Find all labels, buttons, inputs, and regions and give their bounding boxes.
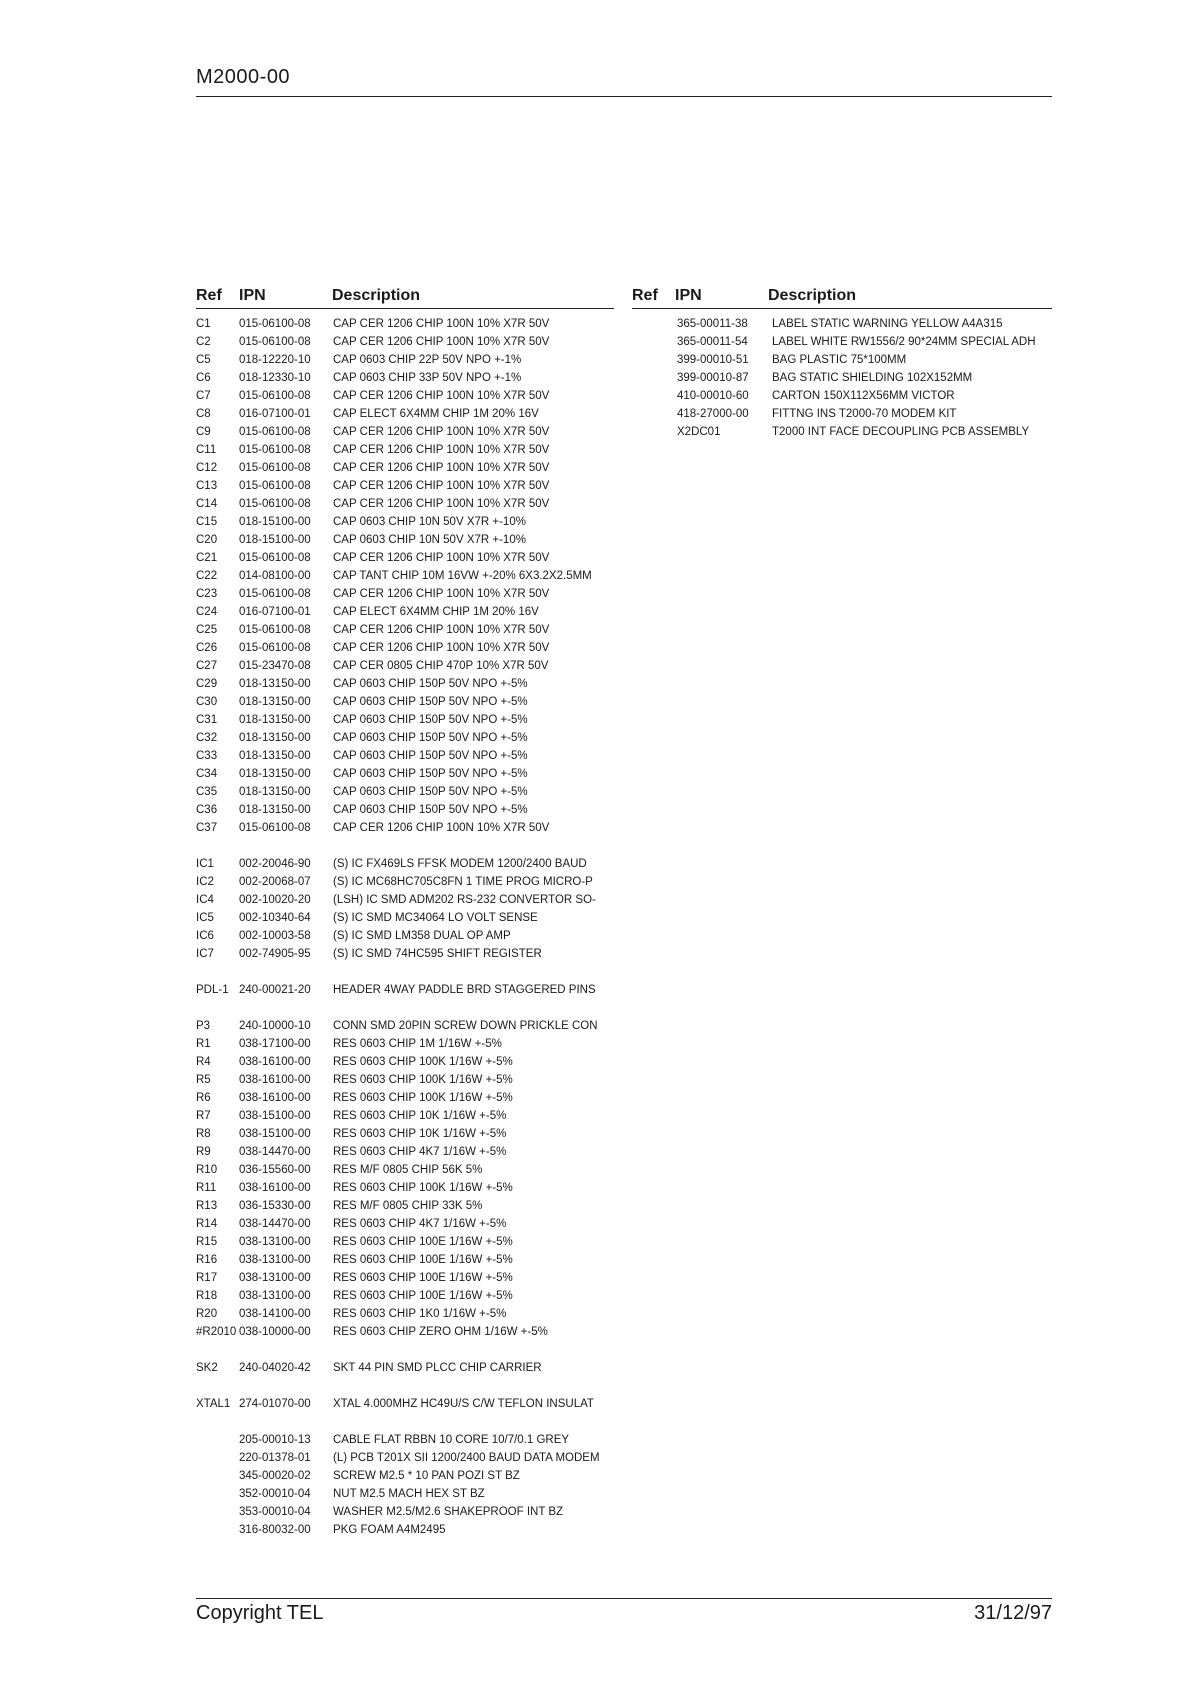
table-row (196, 387, 636, 405)
description-heading: Description (768, 287, 857, 304)
ref-cell: C20 (196, 534, 218, 546)
description-cell: CAP 0603 CHIP 150P 50V NPO +-5% (333, 804, 528, 816)
description-cell: LABEL STATIC WARNING YELLOW A4A315 (772, 318, 1003, 330)
description-cell: RES 0603 CHIP 100K 1/16W +-5% (333, 1074, 513, 1086)
ref-cell: C15 (196, 516, 218, 528)
ref-cell: C26 (196, 642, 218, 654)
description-cell: RES 0603 CHIP 1K0 1/16W +-5% (333, 1308, 507, 1320)
ipn-cell: 002-20068-07 (239, 876, 311, 888)
description-cell: BAG PLASTIC 75*100MM (772, 354, 907, 366)
table-row (196, 729, 636, 747)
ipn-heading: IPN (239, 287, 266, 304)
description-cell: PKG FOAM A4M2495 (333, 1524, 446, 1536)
ipn-cell: 352-00010-04 (239, 1488, 311, 1500)
description-cell: CAP 0603 CHIP 150P 50V NPO +-5% (333, 786, 528, 798)
ref-cell: R15 (196, 1236, 218, 1248)
table-row (196, 927, 636, 945)
description-cell: CAP 0603 CHIP 22P 50V NPO +-1% (333, 354, 522, 366)
ref-cell: C31 (196, 714, 218, 726)
table-row (632, 387, 1072, 405)
ipn-cell: 002-10020-20 (239, 894, 311, 906)
table-row (196, 837, 636, 855)
description-cell: CABLE FLAT RBBN 10 CORE 10/7/0.1 GREY (333, 1434, 570, 1446)
ref-cell: R17 (196, 1272, 218, 1284)
ref-cell: R10 (196, 1164, 218, 1176)
ref-cell: R6 (196, 1092, 211, 1104)
description-cell: CAP CER 1206 CHIP 100N 10% X7R 50V (333, 588, 550, 600)
description-cell: RES 0603 CHIP 100E 1/16W +-5% (333, 1236, 513, 1248)
ref-cell: C11 (196, 444, 217, 456)
ipn-cell: 240-04020-42 (239, 1362, 311, 1374)
ref-cell: R11 (196, 1182, 217, 1194)
ipn-cell: 015-06100-08 (239, 642, 311, 654)
ref-heading: Ref (632, 287, 658, 304)
table-row (196, 477, 636, 495)
ref-cell: C2 (196, 336, 211, 348)
ipn-cell: 038-13100-00 (239, 1236, 311, 1248)
ref-cell: C22 (196, 570, 218, 582)
ref-cell: IC1 (196, 858, 214, 870)
ipn-cell: 205-00010-13 (239, 1434, 311, 1446)
description-cell: CAP CER 1206 CHIP 100N 10% X7R 50V (333, 444, 550, 456)
ipn-cell: 038-13100-00 (239, 1272, 311, 1284)
ref-cell: C27 (196, 660, 218, 672)
description-cell: CAP 0603 CHIP 10N 50V X7R +-10% (333, 516, 526, 528)
ref-cell: R7 (196, 1110, 211, 1122)
description-cell: LABEL WHITE RW1556/2 90*24MM SPECIAL ADH (772, 336, 1036, 348)
ipn-cell: 015-06100-08 (239, 822, 311, 834)
description-heading: Description (332, 287, 421, 304)
ref-cell: C13 (196, 480, 218, 492)
description-cell: CAP ELECT 6X4MM CHIP 1M 20% 16V (333, 408, 539, 420)
description-cell: RES M/F 0805 CHIP 56K 5% (333, 1164, 483, 1176)
description-cell: RES M/F 0805 CHIP 33K 5% (333, 1200, 483, 1212)
description-cell: CAP 0603 CHIP 150P 50V NPO +-5% (333, 678, 528, 690)
ref-cell: IC5 (196, 912, 214, 924)
ref-cell: C29 (196, 678, 218, 690)
description-cell: RES 0603 CHIP 10K 1/16W +-5% (333, 1110, 507, 1122)
description-cell: CAP TANT CHIP 10M 16VW +-20% 6X3.2X2.5MM (333, 570, 592, 582)
ipn-cell: 038-14100-00 (239, 1308, 311, 1320)
ipn-cell: 399-00010-51 (677, 354, 749, 366)
ipn-cell: 018-13150-00 (239, 804, 311, 816)
table-row (196, 1035, 636, 1053)
description-cell: CAP CER 1206 CHIP 100N 10% X7R 50V (333, 318, 550, 330)
ipn-cell: 038-14470-00 (239, 1146, 311, 1158)
description-cell: CAP CER 1206 CHIP 100N 10% X7R 50V (333, 552, 550, 564)
page-title: M2000-00 (196, 66, 291, 88)
description-cell: (S) IC MC68HC705C8FN 1 TIME PROG MICRO-P (333, 876, 593, 888)
ipn-cell: 399-00010-87 (677, 372, 749, 384)
description-cell: RES 0603 CHIP 1M 1/16W +-5% (333, 1038, 502, 1050)
table-row (196, 1521, 636, 1539)
ref-cell: C34 (196, 768, 218, 780)
ipn-cell: 018-13150-00 (239, 696, 311, 708)
table-row (196, 801, 636, 819)
table-row (196, 891, 636, 909)
ref-cell: IC7 (196, 948, 214, 960)
ref-cell: C6 (196, 372, 211, 384)
table-row (196, 603, 636, 621)
left-column-header (196, 286, 614, 309)
table-row (632, 315, 1072, 333)
table-row (196, 747, 636, 765)
ref-cell: C8 (196, 408, 211, 420)
description-cell: CONN SMD 20PIN SCREW DOWN PRICKLE CON (333, 1020, 598, 1032)
table-row (196, 1305, 636, 1323)
ipn-cell: 015-06100-08 (239, 444, 311, 456)
ref-cell: R20 (196, 1308, 218, 1320)
ref-cell: C12 (196, 462, 218, 474)
ipn-cell: 036-15560-00 (239, 1164, 311, 1176)
description-cell: RES 0603 CHIP 100K 1/16W +-5% (333, 1092, 513, 1104)
description-cell: CAP CER 0805 CHIP 470P 10% X7R 50V (333, 660, 549, 672)
ipn-cell: 015-06100-08 (239, 588, 311, 600)
table-row (196, 1053, 636, 1071)
table-row (196, 963, 636, 981)
table-row (196, 1233, 636, 1251)
ref-cell: R4 (196, 1056, 211, 1068)
ref-cell: C9 (196, 426, 211, 438)
ref-cell: P3 (196, 1020, 211, 1032)
table-row (196, 513, 636, 531)
ipn-cell: 018-15100-00 (239, 516, 311, 528)
ipn-cell: 015-06100-08 (239, 462, 311, 474)
description-cell: RES 0603 CHIP 100E 1/16W +-5% (333, 1272, 513, 1284)
table-row (196, 873, 636, 891)
table-row (196, 1107, 636, 1125)
ipn-cell: 240-10000-10 (239, 1020, 311, 1032)
table-row (196, 693, 636, 711)
table-row (196, 1197, 636, 1215)
table-row (196, 351, 636, 369)
ref-cell: C24 (196, 606, 218, 618)
table-row (632, 423, 1072, 441)
ref-cell: C25 (196, 624, 218, 636)
table-row (196, 1323, 636, 1341)
ref-cell: R8 (196, 1128, 211, 1140)
table-row (196, 369, 636, 387)
table-row (196, 1341, 636, 1359)
ref-cell: C32 (196, 732, 218, 744)
ref-cell: R18 (196, 1290, 218, 1302)
ipn-cell: 018-15100-00 (239, 534, 311, 546)
description-cell: CAP ELECT 6X4MM CHIP 1M 20% 16V (333, 606, 539, 618)
ref-cell: C35 (196, 786, 218, 798)
ref-cell: IC6 (196, 930, 214, 942)
table-row (632, 405, 1072, 423)
table-row (196, 819, 636, 837)
description-cell: CAP CER 1206 CHIP 100N 10% X7R 50V (333, 498, 550, 510)
ref-cell: C33 (196, 750, 218, 762)
table-row (196, 1215, 636, 1233)
ipn-cell: 015-06100-08 (239, 498, 311, 510)
ipn-cell: 038-14470-00 (239, 1218, 311, 1230)
description-cell: FITTNG INS T2000-70 MODEM KIT (772, 408, 957, 420)
ipn-cell: 353-00010-04 (239, 1506, 311, 1518)
ipn-cell: 038-17100-00 (239, 1038, 311, 1050)
description-cell: RES 0603 CHIP 10K 1/16W +-5% (333, 1128, 507, 1140)
table-row (196, 1467, 636, 1485)
ipn-cell: 015-06100-08 (239, 624, 311, 636)
description-cell: SKT 44 PIN SMD PLCC CHIP CARRIER (333, 1362, 542, 1374)
ipn-cell: 274-01070-00 (239, 1398, 311, 1410)
description-cell: CAP CER 1206 CHIP 100N 10% X7R 50V (333, 624, 550, 636)
ipn-cell: 036-15330-00 (239, 1200, 311, 1212)
ipn-cell: 038-16100-00 (239, 1074, 311, 1086)
description-cell: RES 0603 CHIP 100E 1/16W +-5% (333, 1290, 513, 1302)
description-cell: CARTON 150X112X56MM VICTOR (772, 390, 955, 402)
table-row (196, 405, 636, 423)
table-row (196, 531, 636, 549)
description-cell: (LSH) IC SMD ADM202 RS-232 CONVERTOR SO- (333, 894, 596, 906)
ipn-cell: 038-13100-00 (239, 1254, 311, 1266)
description-cell: (L) PCB T201X SII 1200/2400 BAUD DATA MODEM (333, 1452, 600, 1464)
table-row (196, 1269, 636, 1287)
table-row (196, 1395, 636, 1413)
ipn-cell: 016-07100-01 (239, 606, 311, 618)
description-cell: CAP CER 1206 CHIP 100N 10% X7R 50V (333, 336, 550, 348)
ipn-cell: 038-16100-00 (239, 1056, 311, 1068)
description-cell: HEADER 4WAY PADDLE BRD STAGGERED PINS (333, 984, 596, 996)
description-cell: CAP CER 1206 CHIP 100N 10% X7R 50V (333, 642, 550, 654)
ipn-cell: 038-10000-00 (239, 1326, 311, 1338)
ref-cell: IC4 (196, 894, 214, 906)
description-cell: (S) IC FX469LS FFSK MODEM 1200/2400 BAUD (333, 858, 587, 870)
description-cell: T2000 INT FACE DECOUPLING PCB ASSEMBLY (772, 426, 1030, 438)
table-row (196, 1161, 636, 1179)
table-row (196, 909, 636, 927)
ipn-cell: 038-15100-00 (239, 1110, 311, 1122)
ref-cell: XTAL1 (196, 1398, 231, 1410)
ipn-cell: 002-10340-64 (239, 912, 311, 924)
table-row (196, 675, 636, 693)
description-cell: CAP 0603 CHIP 150P 50V NPO +-5% (333, 714, 528, 726)
ipn-cell: 014-08100-00 (239, 570, 311, 582)
description-cell: (S) IC SMD LM358 DUAL OP AMP (333, 930, 511, 942)
ipn-cell: 018-13150-00 (239, 768, 311, 780)
ipn-cell: 365-00011-38 (677, 318, 748, 330)
table-row (196, 567, 636, 585)
ref-cell: R5 (196, 1074, 211, 1086)
ref-cell: #R2010 (196, 1326, 237, 1338)
table-row (196, 1503, 636, 1521)
ipn-cell: 220-01378-01 (239, 1452, 311, 1464)
table-row (632, 369, 1072, 387)
ipn-cell: 015-06100-08 (239, 390, 311, 402)
description-cell: CAP 0603 CHIP 150P 50V NPO +-5% (333, 696, 528, 708)
description-cell: SCREW M2.5 * 10 PAN POZI ST BZ (333, 1470, 520, 1482)
ipn-cell: 015-06100-08 (239, 426, 311, 438)
table-row (196, 441, 636, 459)
ref-cell: C1 (196, 318, 211, 330)
ipn-cell: 345-00020-02 (239, 1470, 311, 1482)
table-row (632, 351, 1072, 369)
ref-cell: R14 (196, 1218, 218, 1230)
table-row (196, 1287, 636, 1305)
description-cell: RES 0603 CHIP 4K7 1/16W +-5% (333, 1218, 507, 1230)
table-row (196, 1485, 636, 1503)
description-cell: CAP 0603 CHIP 10N 50V X7R +-10% (333, 534, 526, 546)
description-cell: RES 0603 CHIP 100K 1/16W +-5% (333, 1056, 513, 1068)
ipn-cell: 018-13150-00 (239, 786, 311, 798)
table-row (196, 621, 636, 639)
table-row (196, 657, 636, 675)
ref-cell: C37 (196, 822, 218, 834)
description-cell: CAP CER 1206 CHIP 100N 10% X7R 50V (333, 822, 550, 834)
ipn-cell: 018-13150-00 (239, 714, 311, 726)
ipn-cell: 038-16100-00 (239, 1182, 311, 1194)
ipn-cell: 002-10003-58 (239, 930, 311, 942)
table-row (196, 1125, 636, 1143)
ipn-cell: X2DC01 (677, 426, 721, 438)
date-text: 31/12/97 (974, 1602, 1052, 1624)
description-cell: CAP 0603 CHIP 150P 50V NPO +-5% (333, 750, 528, 762)
table-row (196, 765, 636, 783)
table-row (196, 1089, 636, 1107)
table-row (196, 1071, 636, 1089)
ref-cell: PDL-1 (196, 984, 229, 996)
table-row (196, 1431, 636, 1449)
ref-heading: Ref (196, 287, 222, 304)
right-parts-list (632, 315, 1072, 441)
ipn-cell: 015-06100-08 (239, 480, 311, 492)
ref-cell: IC2 (196, 876, 214, 888)
ipn-cell: 240-00021-20 (239, 984, 311, 996)
ref-cell: C5 (196, 354, 211, 366)
description-cell: (S) IC SMD MC34064 LO VOLT SENSE (333, 912, 538, 924)
table-row (196, 1143, 636, 1161)
ipn-cell: 365-00011-54 (677, 336, 748, 348)
table-row (196, 1179, 636, 1197)
ipn-cell: 018-12220-10 (239, 354, 311, 366)
table-row (196, 1017, 636, 1035)
ipn-cell: 002-74905-95 (239, 948, 311, 960)
ipn-cell: 038-13100-00 (239, 1290, 311, 1302)
ref-cell: SK2 (196, 1362, 218, 1374)
table-row (196, 1449, 636, 1467)
ref-cell: R13 (196, 1200, 218, 1212)
table-row (196, 639, 636, 657)
description-cell: CAP 0603 CHIP 150P 50V NPO +-5% (333, 732, 528, 744)
ref-cell: C14 (196, 498, 218, 510)
description-cell: CAP 0603 CHIP 150P 50V NPO +-5% (333, 768, 528, 780)
ipn-cell: 038-16100-00 (239, 1092, 311, 1104)
ref-cell: C21 (196, 552, 218, 564)
description-cell: WASHER M2.5/M2.6 SHAKEPROOF INT BZ (333, 1506, 564, 1518)
ref-cell: R9 (196, 1146, 211, 1158)
ipn-cell: 418-27000-00 (677, 408, 749, 420)
description-cell: RES 0603 CHIP 100K 1/16W +-5% (333, 1182, 513, 1194)
table-row (196, 495, 636, 513)
table-row (632, 333, 1072, 351)
header-rule (196, 96, 1052, 97)
right-column-header (632, 286, 1052, 309)
description-cell: RES 0603 CHIP ZERO OHM 1/16W +-5% (333, 1326, 548, 1338)
description-cell: CAP CER 1206 CHIP 100N 10% X7R 50V (333, 480, 550, 492)
ipn-cell: 015-23470-08 (239, 660, 311, 672)
ipn-cell: 015-06100-08 (239, 336, 311, 348)
ipn-cell: 018-13150-00 (239, 750, 311, 762)
table-row (196, 549, 636, 567)
table-row (196, 783, 636, 801)
table-row (196, 711, 636, 729)
ipn-cell: 015-06100-08 (239, 318, 311, 330)
description-cell: CAP CER 1206 CHIP 100N 10% X7R 50V (333, 390, 550, 402)
ipn-heading: IPN (675, 287, 702, 304)
ipn-cell: 410-00010-60 (677, 390, 749, 402)
table-row (196, 585, 636, 603)
table-row (196, 999, 636, 1017)
ref-cell: R16 (196, 1254, 218, 1266)
ipn-cell: 018-13150-00 (239, 732, 311, 744)
description-cell: NUT M2.5 MACH HEX ST BZ (333, 1488, 485, 1500)
ipn-cell: 316-80032-00 (239, 1524, 311, 1536)
table-row (196, 855, 636, 873)
ipn-cell: 015-06100-08 (239, 552, 311, 564)
ref-cell: C36 (196, 804, 218, 816)
description-cell: CAP 0603 CHIP 33P 50V NPO +-1% (333, 372, 522, 384)
table-row (196, 945, 636, 963)
description-cell: RES 0603 CHIP 100E 1/16W +-5% (333, 1254, 513, 1266)
description-cell: BAG STATIC SHIELDING 102X152MM (772, 372, 973, 384)
ref-cell: C23 (196, 588, 218, 600)
ipn-cell: 038-15100-00 (239, 1128, 311, 1140)
ipn-cell: 018-12330-10 (239, 372, 311, 384)
left-parts-list (196, 315, 636, 1539)
description-cell: (S) IC SMD 74HC595 SHIFT REGISTER (333, 948, 542, 960)
description-cell: RES 0603 CHIP 4K7 1/16W +-5% (333, 1146, 507, 1158)
footer-rule (196, 1598, 1052, 1599)
ipn-cell: 016-07100-01 (239, 408, 311, 420)
table-row (196, 333, 636, 351)
description-cell: XTAL 4.000MHZ HC49U/S C/W TEFLON INSULAT (333, 1398, 594, 1410)
table-row (196, 1377, 636, 1395)
ref-cell: C30 (196, 696, 218, 708)
table-row (196, 1413, 636, 1431)
copyright-text: Copyright TEL (196, 1602, 324, 1624)
ref-cell: R1 (196, 1038, 211, 1050)
description-cell: CAP CER 1206 CHIP 100N 10% X7R 50V (333, 426, 550, 438)
table-row (196, 423, 636, 441)
description-cell: CAP CER 1206 CHIP 100N 10% X7R 50V (333, 462, 550, 474)
ref-cell: C7 (196, 390, 211, 402)
table-row (196, 1251, 636, 1269)
table-row (196, 315, 636, 333)
table-row (196, 459, 636, 477)
table-row (196, 981, 636, 999)
ipn-cell: 018-13150-00 (239, 678, 311, 690)
ipn-cell: 002-20046-90 (239, 858, 311, 870)
table-row (196, 1359, 636, 1377)
